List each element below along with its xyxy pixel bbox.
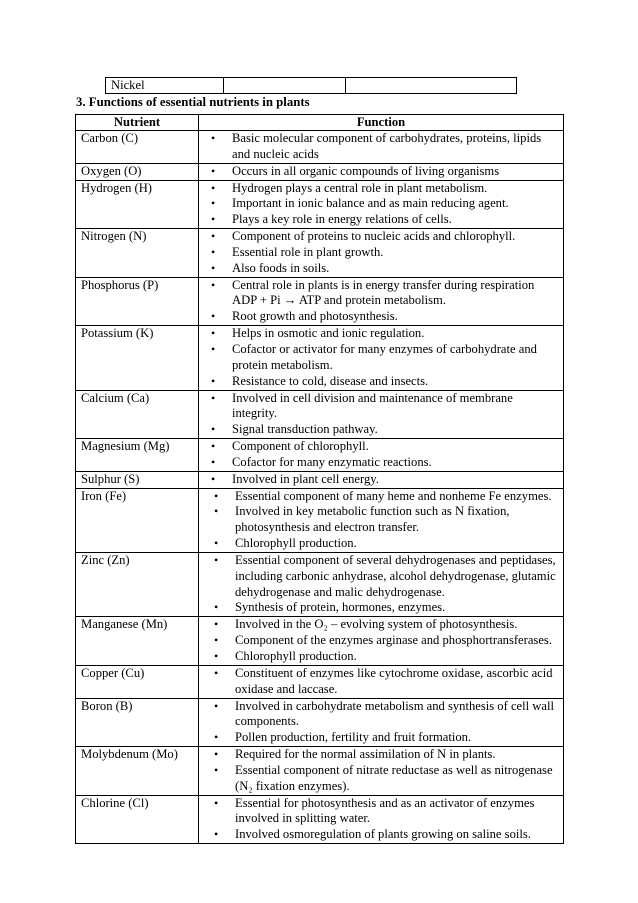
table-row (76, 471, 564, 488)
nutrient-cell: Copper (Cu) (76, 665, 199, 698)
nutrient-cell: Oxygen (O) (76, 163, 199, 180)
function-item: • Chlorophyll production. (199, 649, 559, 665)
table-row (76, 180, 564, 229)
function-list (199, 131, 559, 163)
function-item: • Plays a key role in energy relations of cells. (199, 212, 559, 228)
function-list (199, 553, 559, 616)
function-list (199, 489, 559, 552)
function-item: • Required for the normal assimilation of N in plants. (199, 747, 559, 763)
table-row (76, 163, 564, 180)
nutrient-cell: Manganese (Mn) (76, 617, 199, 666)
function-item: • Involved osmoregulation of plants growing on saline soils. (199, 827, 559, 843)
function-item: • Essential role in plant growth. (199, 245, 559, 261)
function-list (199, 699, 559, 747)
function-cell (199, 439, 564, 472)
function-item: • Central role in plants is in energy transfer during respiration ADP + Pi → ATP and protein metabolism. (199, 278, 559, 310)
nutrient-column-header: Nutrient (76, 115, 199, 131)
table-row (76, 390, 564, 439)
table-body (76, 131, 564, 844)
function-item: • Synthesis of protein, hormones, enzymes. (199, 600, 559, 616)
function-cell (199, 665, 564, 698)
function-item: • Involved in carbohydrate metabolism and synthesis of cell wall components. (199, 699, 559, 731)
nutrient-cell: Sulphur (S) (76, 471, 199, 488)
function-item: • Pollen production, fertility and fruit formation. (199, 730, 559, 746)
nickel-cell: Nickel (106, 78, 224, 94)
function-item: • Chlorophyll production. (199, 536, 559, 552)
function-cell (199, 698, 564, 747)
function-item: • Helps in osmotic and ionic regulation. (199, 326, 559, 342)
nutrient-functions-table (75, 114, 564, 844)
nutrient-cell: Potassium (K) (76, 326, 199, 390)
function-item: • Also foods in soils. (199, 261, 559, 277)
function-cell (199, 471, 564, 488)
function-list (199, 796, 559, 844)
function-cell (199, 488, 564, 552)
function-item: • Cofactor or activator for many enzymes of carbohydrate and protein metabolism. (199, 342, 559, 374)
table-row (76, 617, 564, 666)
table-row (76, 747, 564, 796)
function-cell (199, 617, 564, 666)
empty-cell (224, 78, 346, 94)
function-item: • Involved in cell division and maintenance of membrane integrity. (199, 391, 559, 423)
function-cell (199, 131, 564, 164)
function-cell (199, 229, 564, 278)
table-row (76, 229, 564, 278)
nutrient-cell: Zinc (Zn) (76, 552, 199, 616)
function-list (199, 439, 559, 471)
table-row (76, 665, 564, 698)
function-item: • Involved in the O₂ – evolving system of photosynthesis. (199, 617, 559, 633)
function-list (199, 326, 559, 389)
function-item: • Essential component of nitrate reductase as well as nitrogenase (N₂ fixation enzymes). (199, 763, 559, 795)
function-item: • Essential for photosynthesis and as an activator of enzymes involved in splitting water. (199, 796, 559, 828)
function-cell (199, 163, 564, 180)
function-cell (199, 326, 564, 390)
function-item: • Involved in key metabolic function such as N fixation, photosynthesis and electron transfer. (199, 504, 559, 536)
function-cell (199, 390, 564, 439)
nutrient-cell: Magnesium (Mg) (76, 439, 199, 472)
function-cell (199, 747, 564, 796)
function-item: • Component of chlorophyll. (199, 439, 559, 455)
function-item: • Basic molecular component of carbohydrates, proteins, lipids and nucleic acids (199, 131, 559, 163)
table-row (76, 131, 564, 164)
empty-cell (346, 78, 517, 94)
function-list (199, 747, 559, 795)
function-item: • Involved in plant cell energy. (199, 472, 559, 488)
function-item: • Resistance to cold, disease and insects. (199, 374, 559, 390)
function-cell (199, 795, 564, 844)
table-row (76, 488, 564, 552)
function-item: • Occurs in all organic compounds of living organisms (199, 164, 559, 180)
function-item: • Essential component of many heme and nonheme Fe enzymes. (199, 489, 559, 505)
table-row (106, 78, 517, 94)
function-item: • Hydrogen plays a central role in plant metabolism. (199, 181, 559, 197)
nutrient-cell: Molybdenum (Mo) (76, 747, 199, 796)
table-row (76, 439, 564, 472)
nutrient-cell: Carbon (C) (76, 131, 199, 164)
table-row (76, 326, 564, 390)
table-row (76, 698, 564, 747)
function-item: • Component of the enzymes arginase and phosphortransferases. (199, 633, 559, 649)
function-list (199, 181, 559, 229)
nickel-table-fragment (105, 77, 517, 94)
function-list (199, 617, 559, 665)
function-item: • Important in ionic balance and as main reducing agent. (199, 196, 559, 212)
nutrient-cell: Phosphorus (P) (76, 277, 199, 326)
table-row (76, 552, 564, 616)
function-item: • Component of proteins to nucleic acids and chlorophyll. (199, 229, 559, 245)
nutrient-cell: Nitrogen (N) (76, 229, 199, 278)
function-list (199, 666, 559, 698)
table-header-row (76, 115, 564, 131)
function-item: • Signal transduction pathway. (199, 422, 559, 438)
section-title: 3. Functions of essential nutrients in plants (76, 95, 310, 109)
function-list (199, 229, 559, 277)
nutrient-cell: Boron (B) (76, 698, 199, 747)
nutrient-cell: Chlorine (Cl) (76, 795, 199, 844)
function-list (199, 472, 559, 488)
function-item: • Root growth and photosynthesis. (199, 309, 559, 325)
table-row (76, 277, 564, 326)
function-item: • Cofactor for many enzymatic reactions. (199, 455, 559, 471)
function-list (199, 391, 559, 439)
function-cell (199, 277, 564, 326)
function-item: • Constituent of enzymes like cytochrome oxidase, ascorbic acid oxidase and laccase. (199, 666, 559, 698)
nutrient-cell: Hydrogen (H) (76, 180, 199, 229)
function-cell (199, 552, 564, 616)
nutrient-cell: Calcium (Ca) (76, 390, 199, 439)
function-cell (199, 180, 564, 229)
table-row (76, 795, 564, 844)
nutrient-cell: Iron (Fe) (76, 488, 199, 552)
function-list (199, 278, 559, 326)
function-column-header: Function (199, 115, 564, 131)
function-item: • Essential component of several dehydrogenases and peptidases, including carbonic anhydrase, alcohol dehydrogenase, glutamic dehydrogenase and malic dehydrogenase. (199, 553, 559, 601)
function-list (199, 164, 559, 180)
